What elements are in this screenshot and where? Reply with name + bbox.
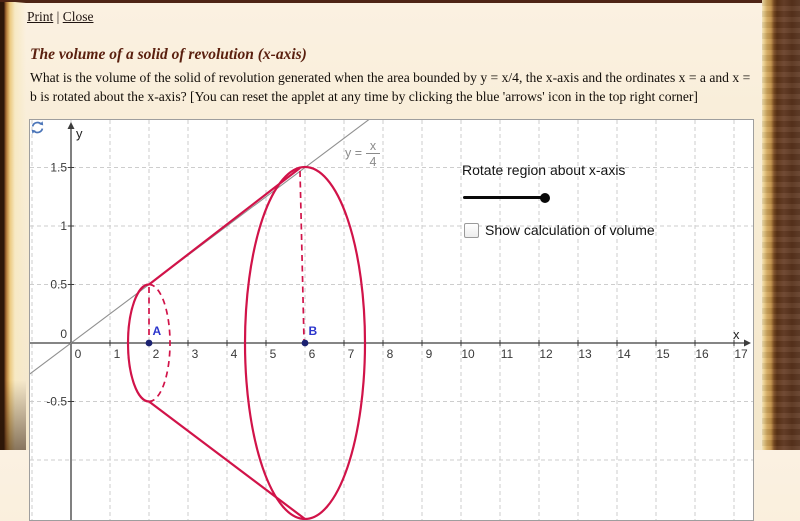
function-line-y-equals-x-over-4[interactable] [30, 120, 375, 378]
show-volume-checkbox[interactable] [464, 223, 479, 238]
svg-text:0.5: 0.5 [50, 277, 67, 292]
wood-frame-right [762, 0, 800, 450]
svg-text:11: 11 [500, 347, 514, 361]
close-link[interactable]: Close [62, 9, 94, 24]
rotation-slider-knob[interactable] [540, 193, 550, 203]
svg-text:14: 14 [617, 347, 631, 361]
svg-text:1: 1 [60, 219, 67, 233]
svg-text:16: 16 [695, 347, 709, 361]
y-axis-label: y [76, 126, 83, 141]
function-label-denominator: 4 [369, 155, 377, 169]
svg-text:13: 13 [578, 347, 592, 361]
radius-dashed-at-B [300, 171, 304, 340]
svg-text:5: 5 [269, 347, 277, 361]
svg-text:3: 3 [191, 347, 199, 361]
svg-text:4: 4 [230, 347, 238, 361]
link-separator-glyph: | [56, 9, 60, 24]
reset-applet-icon[interactable] [30, 120, 45, 135]
svg-text:15: 15 [656, 347, 670, 361]
point-B[interactable] [302, 340, 309, 347]
svg-text:12: 12 [539, 347, 553, 361]
svg-text:0: 0 [60, 327, 67, 341]
x-axis-label: x [733, 327, 740, 342]
function-line-group [30, 120, 375, 378]
svg-text:-0.5: -0.5 [46, 394, 67, 409]
question-text [30, 69, 765, 106]
svg-text:0: 0 [74, 347, 82, 361]
svg-text:17: 17 [734, 347, 748, 361]
show-volume-row [464, 222, 655, 238]
wood-frame-top [0, 0, 800, 3]
geogebra-applet [29, 119, 754, 521]
graph-canvas[interactable] [30, 120, 753, 520]
point-label-A: A [152, 324, 162, 338]
svg-text:1.5: 1.5 [50, 160, 67, 175]
point-label-B: B [308, 324, 318, 338]
svg-text:7: 7 [347, 347, 355, 361]
svg-text:1: 1 [113, 347, 121, 361]
show-volume-label: Show calculation of volume [485, 222, 655, 238]
svg-text:10: 10 [461, 347, 475, 361]
print-link[interactable]: Print [27, 9, 54, 24]
page-title: The volume of a solid of revolution (x-axis) [30, 46, 307, 63]
wood-frame-left-shadow [0, 380, 26, 450]
svg-text:6: 6 [308, 347, 316, 361]
svg-text:2: 2 [152, 347, 160, 361]
question-line-2: b is rotated about the x-axis? [You can reset the applet at any time by clicking the blue 'arrows' icon in the top right corner] [30, 88, 698, 104]
grid-lines [30, 120, 753, 520]
slider-label: Rotate region about x-axis [462, 162, 626, 178]
function-label [345, 139, 380, 169]
function-label-numerator: x [369, 139, 377, 153]
svg-text:8: 8 [386, 347, 394, 361]
page-links [27, 9, 93, 25]
point-A[interactable] [146, 340, 153, 347]
rotation-slider[interactable] [463, 196, 546, 199]
svg-text:9: 9 [425, 347, 433, 361]
function-label-prefix: y = [345, 146, 363, 160]
question-line-1: What is the volume of the solid of revolution generated when the area bounded by y = x/4, the x-axis and the ordinates x = a and x = [30, 70, 751, 85]
